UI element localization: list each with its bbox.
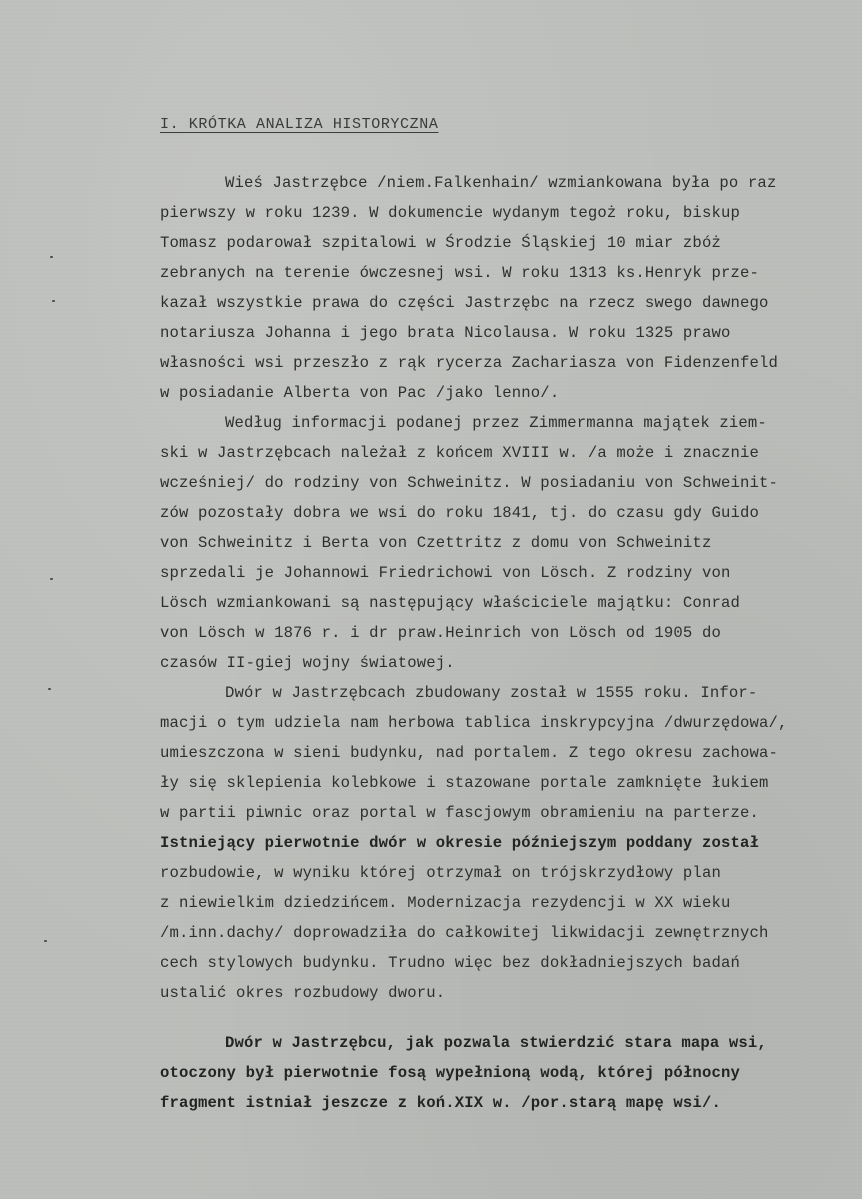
text-line: von Schweinitz i Berta von Czettritz z domu von Schweinitz (160, 534, 712, 552)
text-line: zebranych na terenie ówczesnej wsi. W roku 1313 ks.Henryk prze- (160, 264, 759, 282)
text-line: czasów II-giej wojny światowej. (160, 654, 455, 672)
text-line: Lösch wzmiankowani są następujący właściciele majątku: Conrad (160, 594, 740, 612)
text-line: wcześniej/ do rodziny von Schweinitz. W posiadaniu von Schweinit- (160, 474, 779, 492)
text-line: rozbudowie, w wyniku której otrzymał on trójskrzydłowy plan (160, 864, 721, 882)
text-line: /m.inn.dachy/ doprowadziła do całkowitej likwidacji zewnętrznych (160, 924, 769, 942)
margin-mark (50, 578, 53, 580)
text-line: otoczony był pierwotnie fosą wypełnioną wodą, której północny (160, 1064, 740, 1082)
text-line: ły się sklepienia kolebkowe i stazowane portale zamknięte łukiem (160, 774, 769, 792)
text-line: macji o tym udziela nam herbowa tablica inskrypcyjna /dwurzędowa/, (160, 714, 788, 732)
text-line: Dwór w Jastrzębcu, jak pozwala stwierdzić stara mapa wsi, (225, 1034, 767, 1052)
text-line: ustalić okres rozbudowy dworu. (160, 984, 446, 1002)
margin-mark (48, 688, 51, 690)
margin-mark (50, 256, 53, 258)
section-heading: I. KRÓTKA ANALIZA HISTORYCZNA (160, 116, 439, 133)
text-line: własności wsi przeszło z rąk rycerza Zachariasza von Fidenzenfeld (160, 354, 779, 372)
text-line: pierwszy w roku 1239. W dokumencie wydanym tegoż roku, biskup (160, 204, 740, 222)
text-line: Wieś Jastrzębce /niem.Falkenhain/ wzmiankowana była po raz (225, 174, 777, 192)
text-line: umieszczona w sieni budynku, nad portalem. Z tego okresu zachowa- (160, 744, 779, 762)
margin-mark (44, 940, 47, 942)
text-line: zów pozostały dobra we wsi do roku 1841, tj. do czasu gdy Guido (160, 504, 759, 522)
margin-mark (52, 300, 55, 302)
text-line: cech stylowych budynku. Trudno więc bez dokładniejszych badań (160, 954, 740, 972)
text-line: Według informacji podanej przez Zimmermanna majątek ziem- (225, 414, 767, 432)
text-line: w partii piwnic oraz portal w fascjowym obramieniu na parterze. (160, 804, 759, 822)
text-line: ski w Jastrzębcach należał z końcem XVIII w. /a może i znacznie (160, 444, 759, 462)
text-line: Tomasz podarował szpitalowi w Środzie Śląskiej 10 miar zbóż (160, 234, 721, 252)
text-line: w posiadanie Alberta von Pac /jako lenno/. (160, 384, 560, 402)
text-line: fragment istniał jeszcze z koń.XIX w. /por.starą mapę wsi/. (160, 1094, 721, 1112)
text-line: z niewielkim dziedzińcem. Modernizacja rezydencji w XX wieku (160, 894, 731, 912)
text-line: sprzedali je Johannowi Friedrichowi von Lösch. Z rodziny von (160, 564, 731, 582)
text-line: Istniejący pierwotnie dwór w okresie późniejszym poddany został (160, 834, 759, 852)
text-line: kazał wszystkie prawa do części Jastrzębc na rzecz swego dawnego (160, 294, 769, 312)
text-line: von Lösch w 1876 r. i dr praw.Heinrich von Lösch od 1905 do (160, 624, 721, 642)
text-line: Dwór w Jastrzębcach zbudowany został w 1555 roku. Infor- (225, 684, 758, 702)
text-line: notariusza Johanna i jego brata Nicolausa. W roku 1325 prawo (160, 324, 731, 342)
